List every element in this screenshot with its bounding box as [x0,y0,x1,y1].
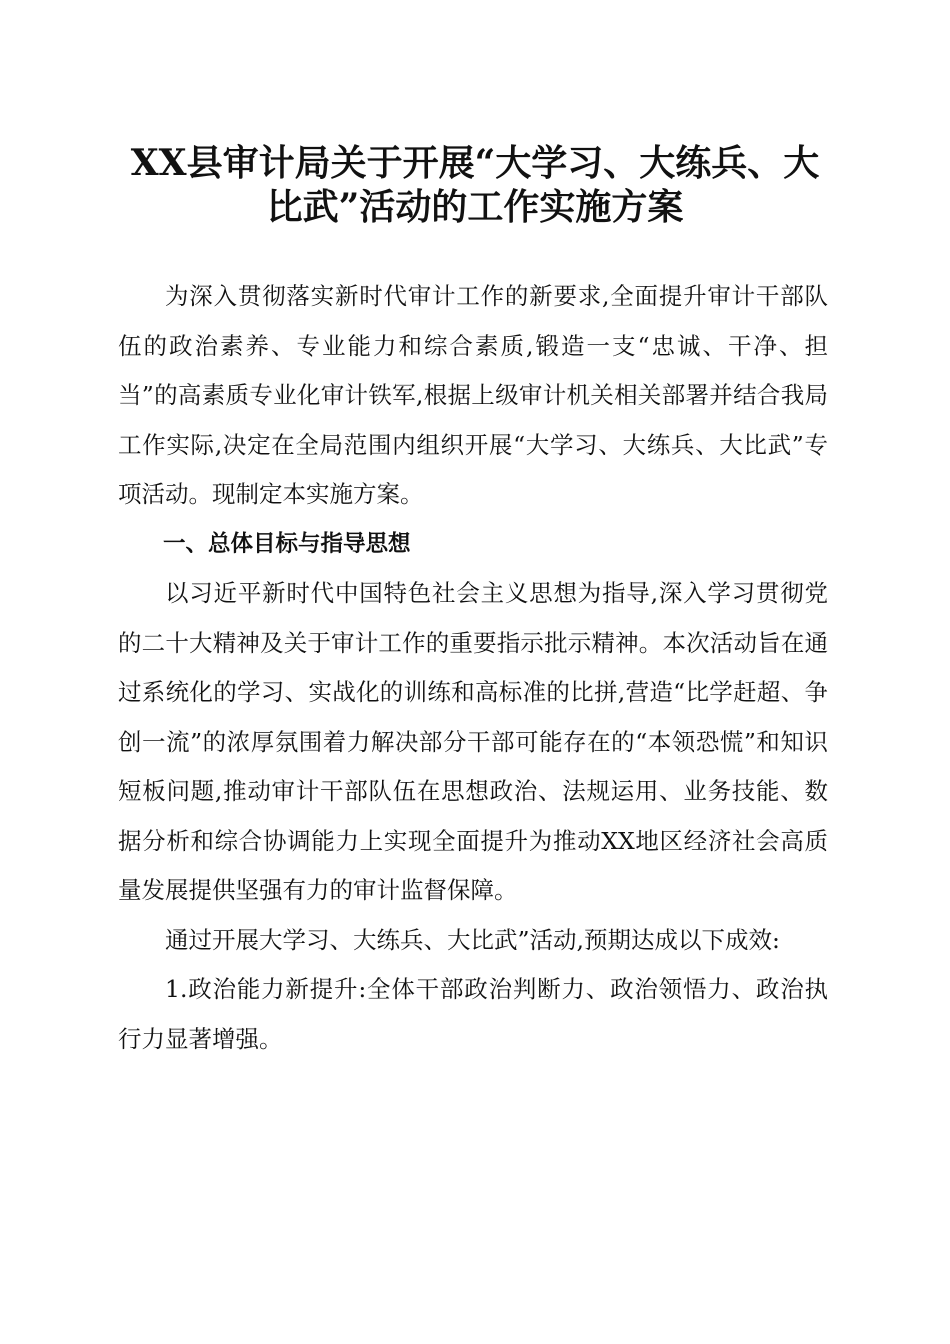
document-body [118,272,828,1064]
document-title-line-2: 比武”活动的工作实施方案 [266,186,684,228]
section-1-paragraph-1: 以习近平新时代中国特色社会主义思想为指导,深入学习贯彻党的二十大精神及关于审计工作的重要指示批示精神。本次活动旨在通过系统化的学习、实战化的训练和高标准的比拼,营造“比学赶超、争创一流”的浓厚氛围着力解决部分干部可能存在的“本领恐慌”和知识短板问题,推动审计干部队伍在思想政治、法规运用、业务技能、数据分析和综合协调能力上实现全面提升为推动XX地区经济社会高质量发展提供坚强有力的审计监督保障。 [118,579,828,904]
section-1-paragraph-2: 通过开展大学习、大练兵、大比武”活动,预期达成以下成效: [165,925,780,954]
section-heading-1: 一、总体目标与指导思想 [163,530,411,557]
document-title-line-1: XX县审计局关于开展“大学习、大练兵、大 [130,142,820,184]
intro-paragraph: 为深入贯彻落实新时代审计工作的新要求,全面提升审计干部队伍的政治素养、专业能力和综合素质,锻造一支“忠诚、干净、担当”的高素质专业化审计铁军,根据上级审计机关相关部署并结合我局工作实际,决定在全局范围内组织开展“大学习、大练兵、大比武”专项活动。现制定本实施方案。 [118,282,828,508]
section-1-item-1: 1.政治能力新提升:全体干部政治判断力、政治领悟力、政治执行力显著增强。 [118,975,828,1053]
